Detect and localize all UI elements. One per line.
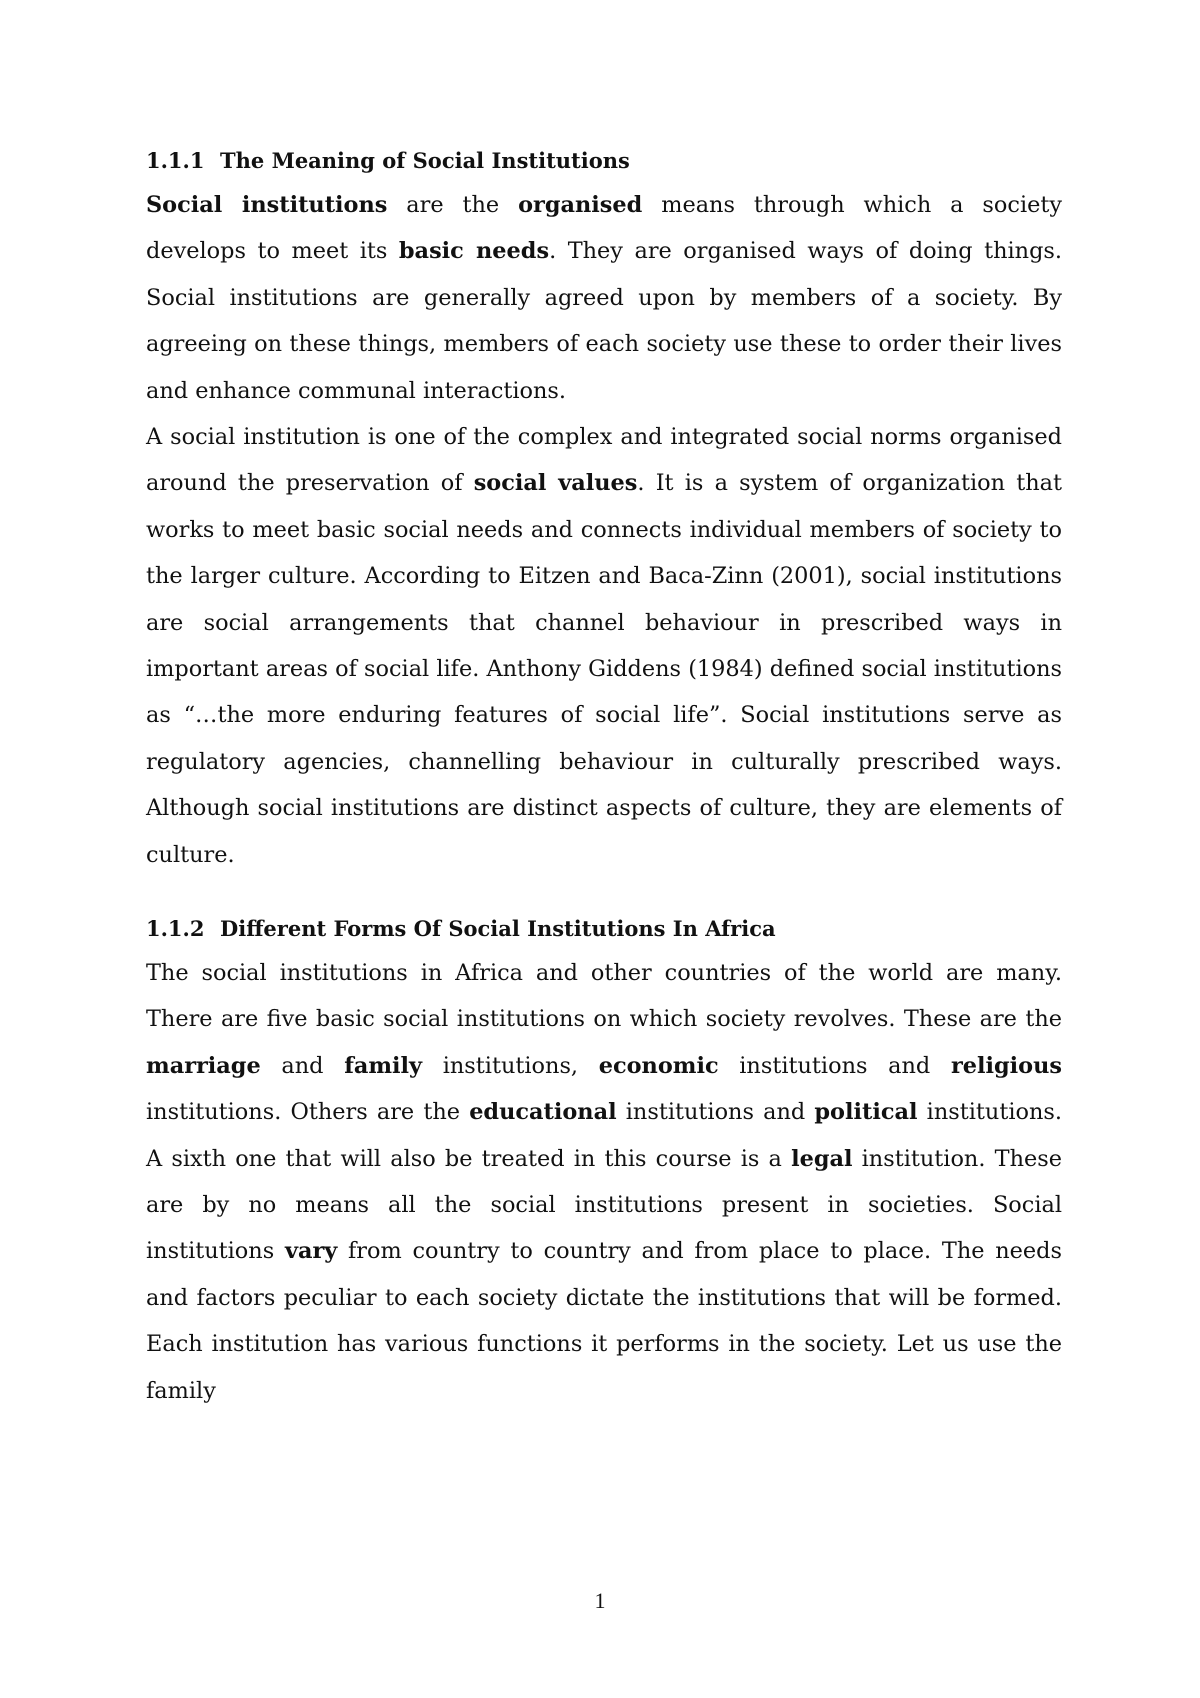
- text-run: are the: [387, 192, 519, 218]
- bold-term: family: [344, 1052, 423, 1079]
- bold-term: organised: [518, 192, 643, 218]
- bold-term: Social institutions: [146, 192, 388, 218]
- text-run: institutions. Others are the: [146, 1099, 470, 1126]
- bold-term: legal: [791, 1145, 853, 1172]
- section-number: 1.1.1: [146, 148, 205, 173]
- bold-term: marriage: [146, 1052, 261, 1079]
- paragraph-social-institution-system: [146, 414, 1062, 878]
- text-run: institutions,: [422, 1052, 599, 1079]
- text-run: and: [260, 1052, 345, 1079]
- section-title: The Meaning of Social Institutions: [220, 148, 630, 173]
- text-run: institution. These are by no means all the social institutions present in societies. Social institutions: [146, 1145, 1062, 1265]
- text-run: institutions. A sixth one that will also be treated in this course is a: [146, 1099, 1063, 1172]
- section-number: 1.1.2: [146, 916, 205, 941]
- text-run: from country to country and from place to place. The needs and factors peculiar to each society dictate the institutions that will be formed. Each institution has various functions it performs in the society. Let us use the family: [146, 1238, 1062, 1404]
- section-title: Different Forms Of Social Institutions In Africa: [220, 916, 776, 941]
- text-run: A social institution is one of the complex and integrated social norms organised around the preservation of: [146, 424, 1062, 497]
- text-run: institutions and: [616, 1099, 815, 1126]
- bold-term: political: [814, 1099, 918, 1126]
- bold-term: social values: [473, 470, 638, 497]
- bold-term: educational: [469, 1099, 617, 1126]
- text-run: . They are organised ways of doing things. Social institutions are generally agreed upon by members of a society. By agreeing on these things, members of each society use these to order their lives and enhance communal interactions.: [146, 238, 1063, 404]
- bold-term: basic needs: [398, 238, 550, 265]
- text-run: The social institutions in Africa and other countries of the world are many. There are five basic social institutions on which society revolves. These are the: [146, 960, 1062, 1033]
- paragraph-forms-of-institutions: [146, 950, 1062, 1414]
- bold-term: vary: [284, 1238, 338, 1265]
- page-number: 1: [594, 1588, 606, 1613]
- text-run: means through which a society develops to meet its: [146, 192, 1063, 265]
- section-heading-1-1-1: [146, 146, 1066, 176]
- section-heading-1-1-2: [146, 914, 1066, 944]
- text-run: institutions and: [718, 1052, 951, 1079]
- text-run: . It is a system of organization that works to meet basic social needs and connects individual members of society to the larger culture. According to Eitzen and Baca-Zinn (2001), social institutions are social arrangements that channel behaviour in prescribed ways in important areas of social life. Anthony Giddens (1984) defined social institutions as “…the more enduring features of social life”. Social institutions serve as regulatory agencies, channelling behaviour in culturally prescribed ways. Although social institutions are distinct aspects of culture, they are elements of culture.: [146, 470, 1062, 868]
- bold-term: economic: [598, 1052, 719, 1079]
- bold-term: religious: [950, 1052, 1062, 1079]
- paragraph-social-institutions-definition: [146, 182, 1062, 414]
